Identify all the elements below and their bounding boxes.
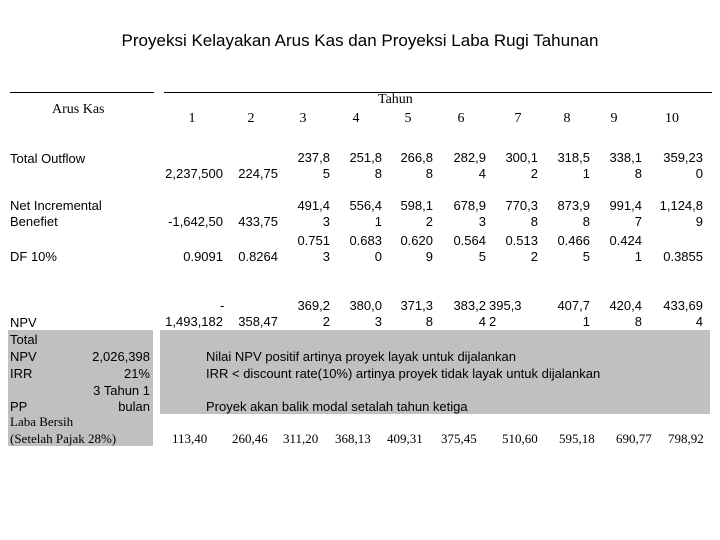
- npv-cell: [645, 298, 703, 330]
- year-header-10: 10: [665, 111, 679, 126]
- year-header-3: 3: [299, 111, 307, 126]
- df-cell-line: 0: [374, 249, 382, 264]
- header-rule-left: [10, 92, 154, 93]
- laba-value-2: 260,46: [232, 431, 268, 446]
- irr-note: IRR < discount rate(10%) artinya proyek tidak layak untuk dijalankan: [206, 366, 601, 381]
- df-cell-line: 0.8264: [238, 249, 278, 264]
- total-outflow-cell-line: 4: [478, 166, 486, 181]
- npv-cell-line: 4: [695, 314, 703, 329]
- npv-cell: [593, 298, 642, 330]
- total-outflow-cell: [385, 150, 433, 182]
- npv-row-label: NPV: [10, 315, 37, 330]
- total-outflow-cell-line: 2,237,500: [165, 166, 223, 181]
- total-outflow-cell: [281, 150, 330, 182]
- df-cell: [226, 249, 278, 265]
- total-outflow-cell-line: 338,1: [609, 150, 642, 165]
- laba-value-9: 690,77: [616, 431, 652, 446]
- df-cell-line: 9: [425, 249, 433, 264]
- laba-value-10: 798,92: [668, 431, 704, 446]
- net-incremental-cell-line: 556,4: [349, 198, 382, 213]
- df-cell-line: 2: [530, 249, 538, 264]
- npv-cell-line: 383,2: [453, 298, 486, 313]
- npv-cell-line: 2: [322, 314, 330, 329]
- laba-value-4: 368,13: [335, 431, 371, 446]
- net-incremental-cell-line: 8: [582, 214, 590, 229]
- df-cell: [645, 249, 703, 265]
- df-cell-line: 0.683: [349, 233, 382, 248]
- total-outflow-cell: [489, 150, 538, 182]
- npv-cell: [541, 298, 590, 330]
- npv-cell: [385, 298, 433, 330]
- npv-cell: [160, 298, 223, 330]
- npv-note: Nilai NPV positif artinya proyek layak untuk dijalankan: [206, 349, 516, 364]
- laba-value-1: 113,40: [172, 431, 208, 446]
- total-outflow-cell-line: 0: [695, 166, 703, 181]
- net-incremental-cell: [593, 198, 642, 230]
- laba-value-5: 409,31: [387, 431, 423, 446]
- total-outflow-cell-line: 266,8: [400, 150, 433, 165]
- total-outflow-cell-line: 251,8: [349, 150, 382, 165]
- total-outflow-cell-line: 282,9: [453, 150, 486, 165]
- df-cell-line: 0.620: [400, 233, 433, 248]
- header-rule-right: [164, 92, 712, 93]
- laba-label-line1: Laba Bersih: [10, 414, 74, 429]
- total-outflow-cell: [226, 166, 278, 182]
- df-cell-line: 0.751: [297, 233, 330, 248]
- total-outflow-cell: [645, 150, 703, 182]
- df-cell-line: 0.3855: [663, 249, 703, 264]
- npv-cell: [489, 298, 538, 330]
- df-cell-line: 1: [634, 249, 642, 264]
- net-incremental-cell: [489, 198, 538, 230]
- net-incremental-cell: [385, 198, 433, 230]
- summary-npv-value: 2,026,398: [92, 349, 150, 364]
- npv-cell-line: 420,4: [609, 298, 642, 313]
- df-cell-line: 3: [322, 249, 330, 264]
- laba-value-6: 375,45: [441, 431, 477, 446]
- total-outflow-cell-line: 8: [374, 166, 382, 181]
- npv-cell-line: 8: [634, 314, 642, 329]
- npv-cell: [333, 298, 382, 330]
- total-outflow-cell-line: 1: [582, 166, 590, 181]
- npv-cell-line: 371,3: [400, 298, 433, 313]
- df-label: DF 10%: [10, 249, 57, 264]
- npv-cell-line: 3: [374, 314, 382, 329]
- net-incremental-cell: [333, 198, 382, 230]
- npv-cell: [281, 298, 330, 330]
- summary-pp-label: PP: [10, 399, 28, 414]
- pp-note: Proyek akan balik modal setalah tahun ketiga: [206, 399, 468, 414]
- total-outflow-cell-line: 5: [322, 166, 330, 181]
- total-outflow-cell: [333, 150, 382, 182]
- npv-cell-line: 358,47: [238, 314, 278, 329]
- npv-cell-line: 1: [582, 314, 590, 329]
- total-outflow-cell-line: 8: [634, 166, 642, 181]
- df-cell-line: 0.513: [505, 233, 538, 248]
- df-cell-line: 5: [478, 249, 486, 264]
- total-outflow-cell: [160, 166, 223, 182]
- net-incremental-cell-line: 873,9: [557, 198, 590, 213]
- net-incremental-label-line1: Net Incremental: [10, 198, 102, 213]
- net-incremental-cell: [436, 198, 486, 230]
- df-cell-line: 0.424: [609, 233, 642, 248]
- net-incremental-cell-line: 1: [374, 214, 382, 229]
- npv-cell-line: -: [220, 298, 225, 313]
- npv-cell-line: 407,7: [557, 298, 590, 313]
- df-cell: [281, 233, 330, 265]
- year-header-2: 2: [247, 111, 255, 126]
- net-incremental-cell-line: 991,4: [609, 198, 642, 213]
- net-incremental-cell-line: 2: [425, 214, 433, 229]
- net-incremental-cell-line: 433,75: [238, 214, 278, 229]
- df-cell: [385, 233, 433, 265]
- total-outflow-cell-line: 8: [425, 166, 433, 181]
- npv-cell-line: 395,3: [489, 298, 522, 313]
- npv-cell-line: 1,493,182: [165, 314, 223, 329]
- year-header-9: 9: [610, 111, 618, 126]
- net-incremental-cell: [226, 214, 278, 230]
- net-incremental-cell: [160, 214, 223, 230]
- df-cell: [541, 233, 590, 265]
- net-incremental-cell: [645, 198, 703, 230]
- year-header-6: 6: [457, 111, 465, 126]
- total-outflow-cell-line: 224,75: [238, 166, 278, 181]
- net-incremental-cell-line: 7: [634, 214, 642, 229]
- year-header-5: 5: [404, 111, 412, 126]
- net-incremental-cell-line: 678,9: [453, 198, 486, 213]
- net-incremental-cell-line: -1,642,50: [168, 214, 223, 229]
- summary-total-label: Total: [10, 332, 38, 347]
- total-outflow-label: Total Outflow: [10, 151, 86, 166]
- npv-cell-line: 380,0: [349, 298, 382, 313]
- year-header-1: 1: [188, 111, 196, 126]
- net-incremental-cell-line: 8: [530, 214, 538, 229]
- net-incremental-cell-line: 3: [478, 214, 486, 229]
- npv-cell: [436, 298, 486, 330]
- total-outflow-cell-line: 318,5: [557, 150, 590, 165]
- page-title: Proyeksi Kelayakan Arus Kas dan Proyeksi Laba Rugi Tahunan: [121, 31, 599, 50]
- npv-cell-line: 4: [478, 314, 486, 329]
- net-incremental-cell-line: 1,124,8: [659, 198, 703, 213]
- npv-cell-line: 8: [425, 314, 433, 329]
- total-outflow-cell-line: 359,23: [663, 150, 703, 165]
- net-incremental-cell: [541, 198, 590, 230]
- net-incremental-cell: [281, 198, 330, 230]
- df-cell-line: 0.564: [453, 233, 486, 248]
- df-cell: [333, 233, 382, 265]
- tahun-header: Tahun: [378, 92, 413, 107]
- year-header-7: 7: [514, 111, 522, 126]
- net-incremental-cell-line: 598,1: [400, 198, 433, 213]
- laba-value-7: 510,60: [502, 431, 538, 446]
- df-cell-line: 5: [582, 249, 590, 264]
- df-cell: [436, 233, 486, 265]
- laba-value-3: 311,20: [283, 431, 319, 446]
- df-cell-line: 0.466: [557, 233, 590, 248]
- df-cell: [593, 233, 642, 265]
- total-outflow-cell-line: 237,8: [297, 150, 330, 165]
- df-cell-line: 0.9091: [183, 249, 223, 264]
- total-outflow-cell-line: 300,1: [505, 150, 538, 165]
- summary-pp-value-line2: bulan: [118, 399, 150, 414]
- net-incremental-cell-line: 770,3: [505, 198, 538, 213]
- summary-irr-label: IRR: [10, 366, 33, 381]
- arus-kas-header: Arus Kas: [52, 102, 105, 117]
- net-incremental-cell-line: 491,4: [297, 198, 330, 213]
- laba-value-8: 595,18: [559, 431, 595, 446]
- year-header-8: 8: [563, 111, 571, 126]
- laba-label-line2: (Setelah Pajak 28%): [10, 431, 117, 446]
- total-outflow-cell: [593, 150, 642, 182]
- df-cell: [489, 233, 538, 265]
- total-outflow-cell: [541, 150, 590, 182]
- npv-cell-line: 433,69: [663, 298, 703, 313]
- summary-npv-label: NPV: [10, 349, 37, 364]
- net-incremental-cell-line: 3: [322, 214, 330, 229]
- net-incremental-label-line2: Benefiet: [10, 214, 58, 229]
- total-outflow-cell-line: 2: [530, 166, 538, 181]
- npv-cell: [226, 314, 278, 330]
- year-header-4: 4: [352, 111, 360, 126]
- net-incremental-cell-line: 9: [695, 214, 703, 229]
- npv-cell-line: 369,2: [297, 298, 330, 313]
- npv-cell-line: 2: [489, 314, 497, 329]
- df-cell: [160, 249, 223, 265]
- total-outflow-cell: [436, 150, 486, 182]
- summary-irr-value: 21%: [123, 366, 150, 381]
- summary-pp-value-line1: 3 Tahun 1: [93, 383, 150, 398]
